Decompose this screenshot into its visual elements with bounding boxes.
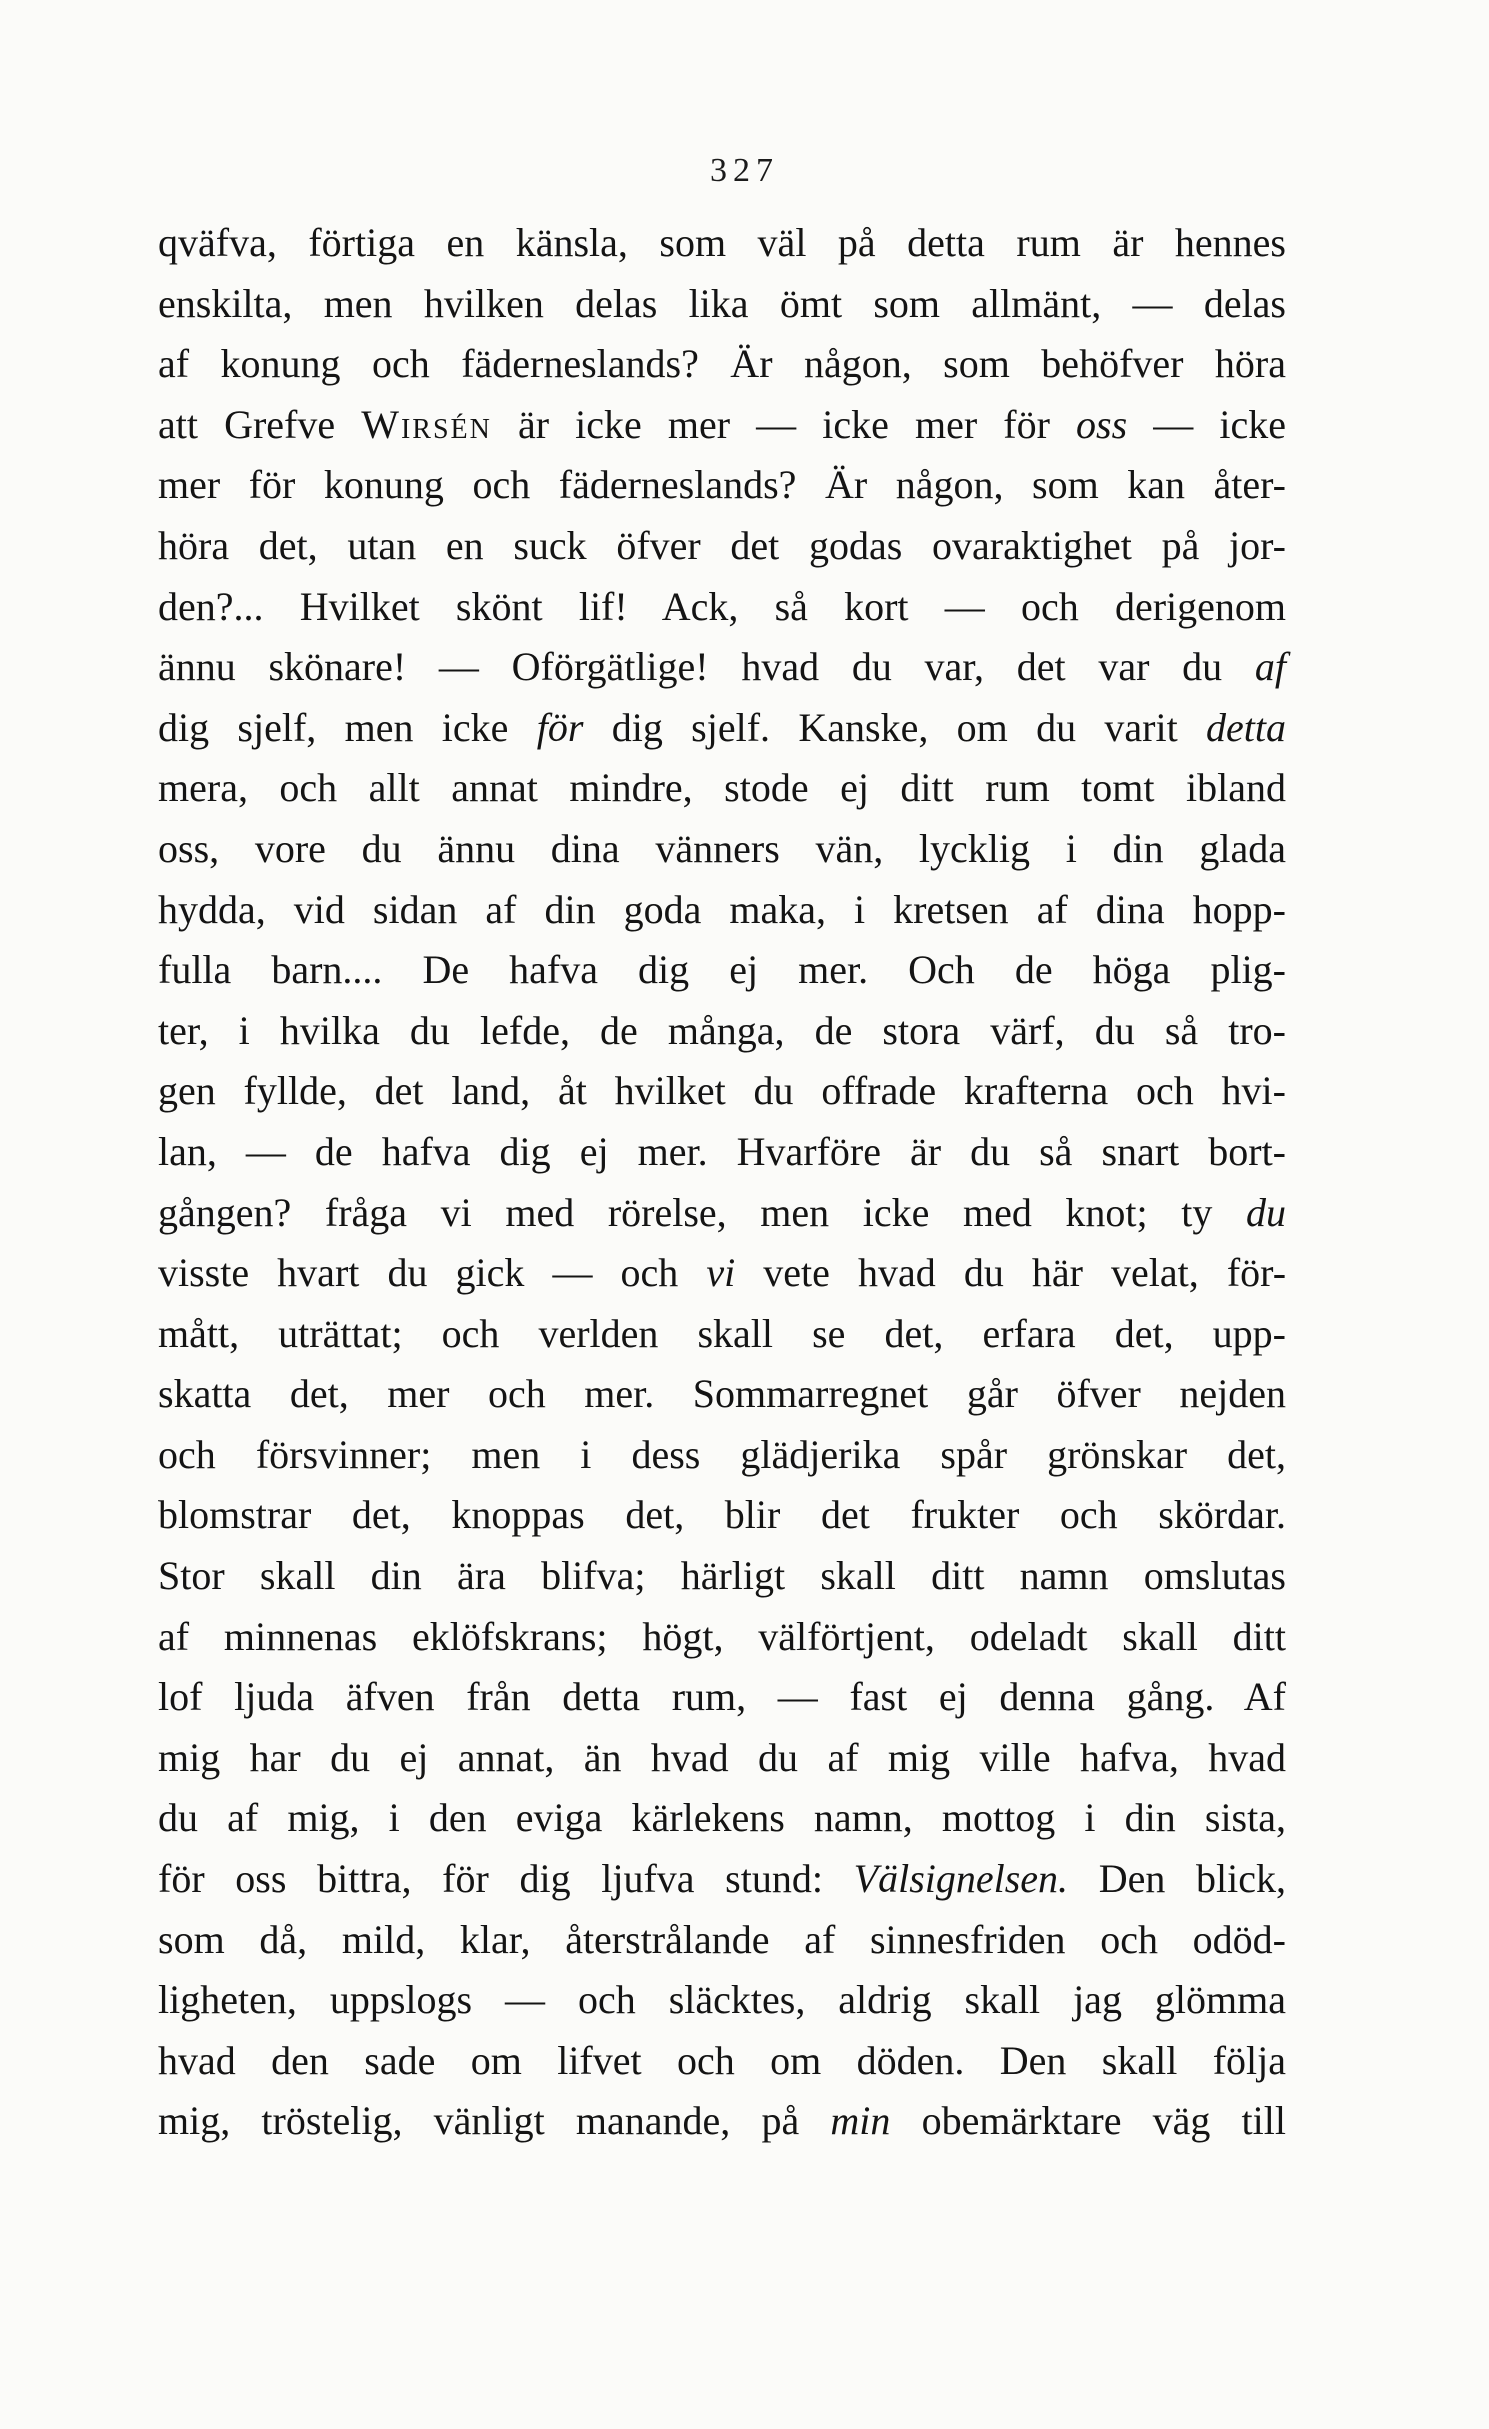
text-line bbox=[158, 213, 1286, 274]
text-segment: lan, — de hafva dig ej mer. Hvarföre är du så snart bort- bbox=[158, 1128, 1286, 1174]
text-segment: dig sjelf. Kanske, om du varit bbox=[583, 704, 1207, 750]
text-segment: — icke bbox=[1127, 401, 1286, 447]
text-line bbox=[158, 940, 1286, 1001]
text-segment: obemärktare väg till bbox=[890, 2098, 1287, 2144]
text-segment: visste hvart du gick — och bbox=[158, 1250, 707, 1296]
text-segment: hvad den sade om lifvet och om döden. Den skall följa bbox=[158, 2037, 1286, 2083]
text-segment: mer för konung och fäderneslands? Är någon, som kan åter- bbox=[158, 462, 1286, 508]
text-segment: höra det, utan en suck öfver det godas ovaraktighet på jor- bbox=[158, 522, 1286, 568]
text-line bbox=[158, 2091, 1286, 2152]
text-segment: ter, i hvilka du lefde, de många, de stora värf, du så tro- bbox=[158, 1007, 1286, 1053]
text-segment: mera, och allt annat mindre, stode ej ditt rum tomt ibland bbox=[158, 765, 1286, 811]
text-line bbox=[158, 1061, 1286, 1122]
italic-text: Välsignelsen. bbox=[853, 1856, 1069, 1902]
text-line bbox=[158, 455, 1286, 516]
text-segment: mig har du ej annat, än hvad du af mig ville hafva, hvad bbox=[158, 1734, 1286, 1780]
text-line bbox=[158, 1607, 1286, 1668]
text-line bbox=[158, 1304, 1286, 1365]
text-line bbox=[158, 1667, 1286, 1728]
text-segment: mig, tröstelig, vänligt manande, på bbox=[158, 2098, 831, 2144]
text-line bbox=[158, 1910, 1286, 1971]
text-segment: af konung och fäderneslands? Är någon, som behöfver höra bbox=[158, 341, 1286, 387]
text-segment: vete hvad du här velat, för- bbox=[735, 1250, 1287, 1296]
text-segment: gången? fråga vi med rörelse, men icke med knot; ty bbox=[158, 1189, 1246, 1235]
italic-text: du bbox=[1246, 1189, 1286, 1235]
text-line bbox=[158, 1546, 1286, 1607]
text-segment: enskilta, men hvilken delas lika ömt som allmänt, — delas bbox=[158, 280, 1286, 326]
body-text bbox=[158, 213, 1286, 2152]
text-segment: skatta det, mer och mer. Sommarregnet går öfver nejden bbox=[158, 1371, 1286, 1417]
text-line bbox=[158, 577, 1286, 638]
text-segment: blomstrar det, knoppas det, blir det frukter och skördar. bbox=[158, 1492, 1286, 1538]
text-segment: lof ljuda äfven från detta rum, — fast ej denna gång. Af bbox=[158, 1674, 1286, 1720]
text-line bbox=[158, 2031, 1286, 2092]
text-line bbox=[158, 1001, 1286, 1062]
text-line bbox=[158, 1970, 1286, 2031]
text-line bbox=[158, 1364, 1286, 1425]
italic-text: min bbox=[830, 2098, 891, 2144]
italic-text: detta bbox=[1206, 704, 1287, 750]
text-segment: ännu skönare! — Oförgätlige! hvad du var, det var du bbox=[158, 644, 1255, 690]
text-line bbox=[158, 1183, 1286, 1244]
text-line bbox=[158, 274, 1286, 335]
text-segment: fulla barn.... De hafva dig ej mer. Och de höga plig- bbox=[158, 947, 1286, 993]
text-line bbox=[158, 698, 1286, 759]
text-segment: af minnenas eklöfskrans; högt, välförtjent, odeladt skall ditt bbox=[158, 1613, 1286, 1659]
text-line bbox=[158, 1243, 1286, 1304]
text-segment: som då, mild, klar, återstrålande af sinnesfriden och odöd- bbox=[158, 1916, 1286, 1962]
small-caps-name: Wirsén bbox=[361, 401, 492, 447]
text-line bbox=[158, 880, 1286, 941]
text-line bbox=[158, 516, 1286, 577]
text-line bbox=[158, 334, 1286, 395]
text-segment: qväfva, förtiga en känsla, som väl på detta rum är hennes bbox=[158, 220, 1286, 265]
text-line bbox=[158, 1485, 1286, 1546]
text-line bbox=[158, 819, 1286, 880]
text-line bbox=[158, 1788, 1286, 1849]
text-segment: mått, uträttat; och verlden skall se det, erfara det, upp- bbox=[158, 1310, 1286, 1356]
text-segment: Stor skall din ära blifva; härligt skall ditt namn omslutas bbox=[158, 1553, 1286, 1599]
page-number: 327 bbox=[710, 152, 779, 189]
text-segment: är icke mer — icke mer för bbox=[491, 401, 1077, 447]
text-segment: dig sjelf, men icke bbox=[158, 704, 537, 750]
text-line bbox=[158, 1122, 1286, 1183]
text-segment: Den blick, bbox=[1068, 1856, 1286, 1902]
italic-text: af bbox=[1254, 644, 1286, 690]
text-line bbox=[158, 758, 1286, 819]
text-segment: hydda, vid sidan af din goda maka, i kretsen af dina hopp- bbox=[158, 886, 1286, 932]
text-segment: för oss bittra, för dig ljufva stund: bbox=[158, 1856, 854, 1902]
text-segment: att Grefve bbox=[158, 401, 362, 447]
text-segment: gen fyllde, det land, åt hvilket du offrade krafterna och hvi- bbox=[158, 1068, 1286, 1114]
text-segment: ligheten, uppslogs — och släcktes, aldrig skall jag glömma bbox=[158, 1977, 1286, 2023]
italic-text: för bbox=[536, 704, 584, 750]
text-line bbox=[158, 395, 1286, 456]
text-line bbox=[158, 1728, 1286, 1789]
italic-text: vi bbox=[706, 1250, 736, 1296]
italic-text: oss bbox=[1076, 401, 1128, 447]
text-line bbox=[158, 637, 1286, 698]
text-line bbox=[158, 1425, 1286, 1486]
text-segment: den?... Hvilket skönt lif! Ack, så kort — och derigenom bbox=[158, 583, 1286, 629]
text-segment: du af mig, i den eviga kärlekens namn, mottog i din sista, bbox=[158, 1795, 1286, 1841]
text-segment: och försvinner; men i dess glädjerika spår grönskar det, bbox=[158, 1431, 1286, 1477]
text-segment: oss, vore du ännu dina vänners vän, lycklig i din glada bbox=[158, 825, 1286, 871]
text-line bbox=[158, 1849, 1286, 1910]
